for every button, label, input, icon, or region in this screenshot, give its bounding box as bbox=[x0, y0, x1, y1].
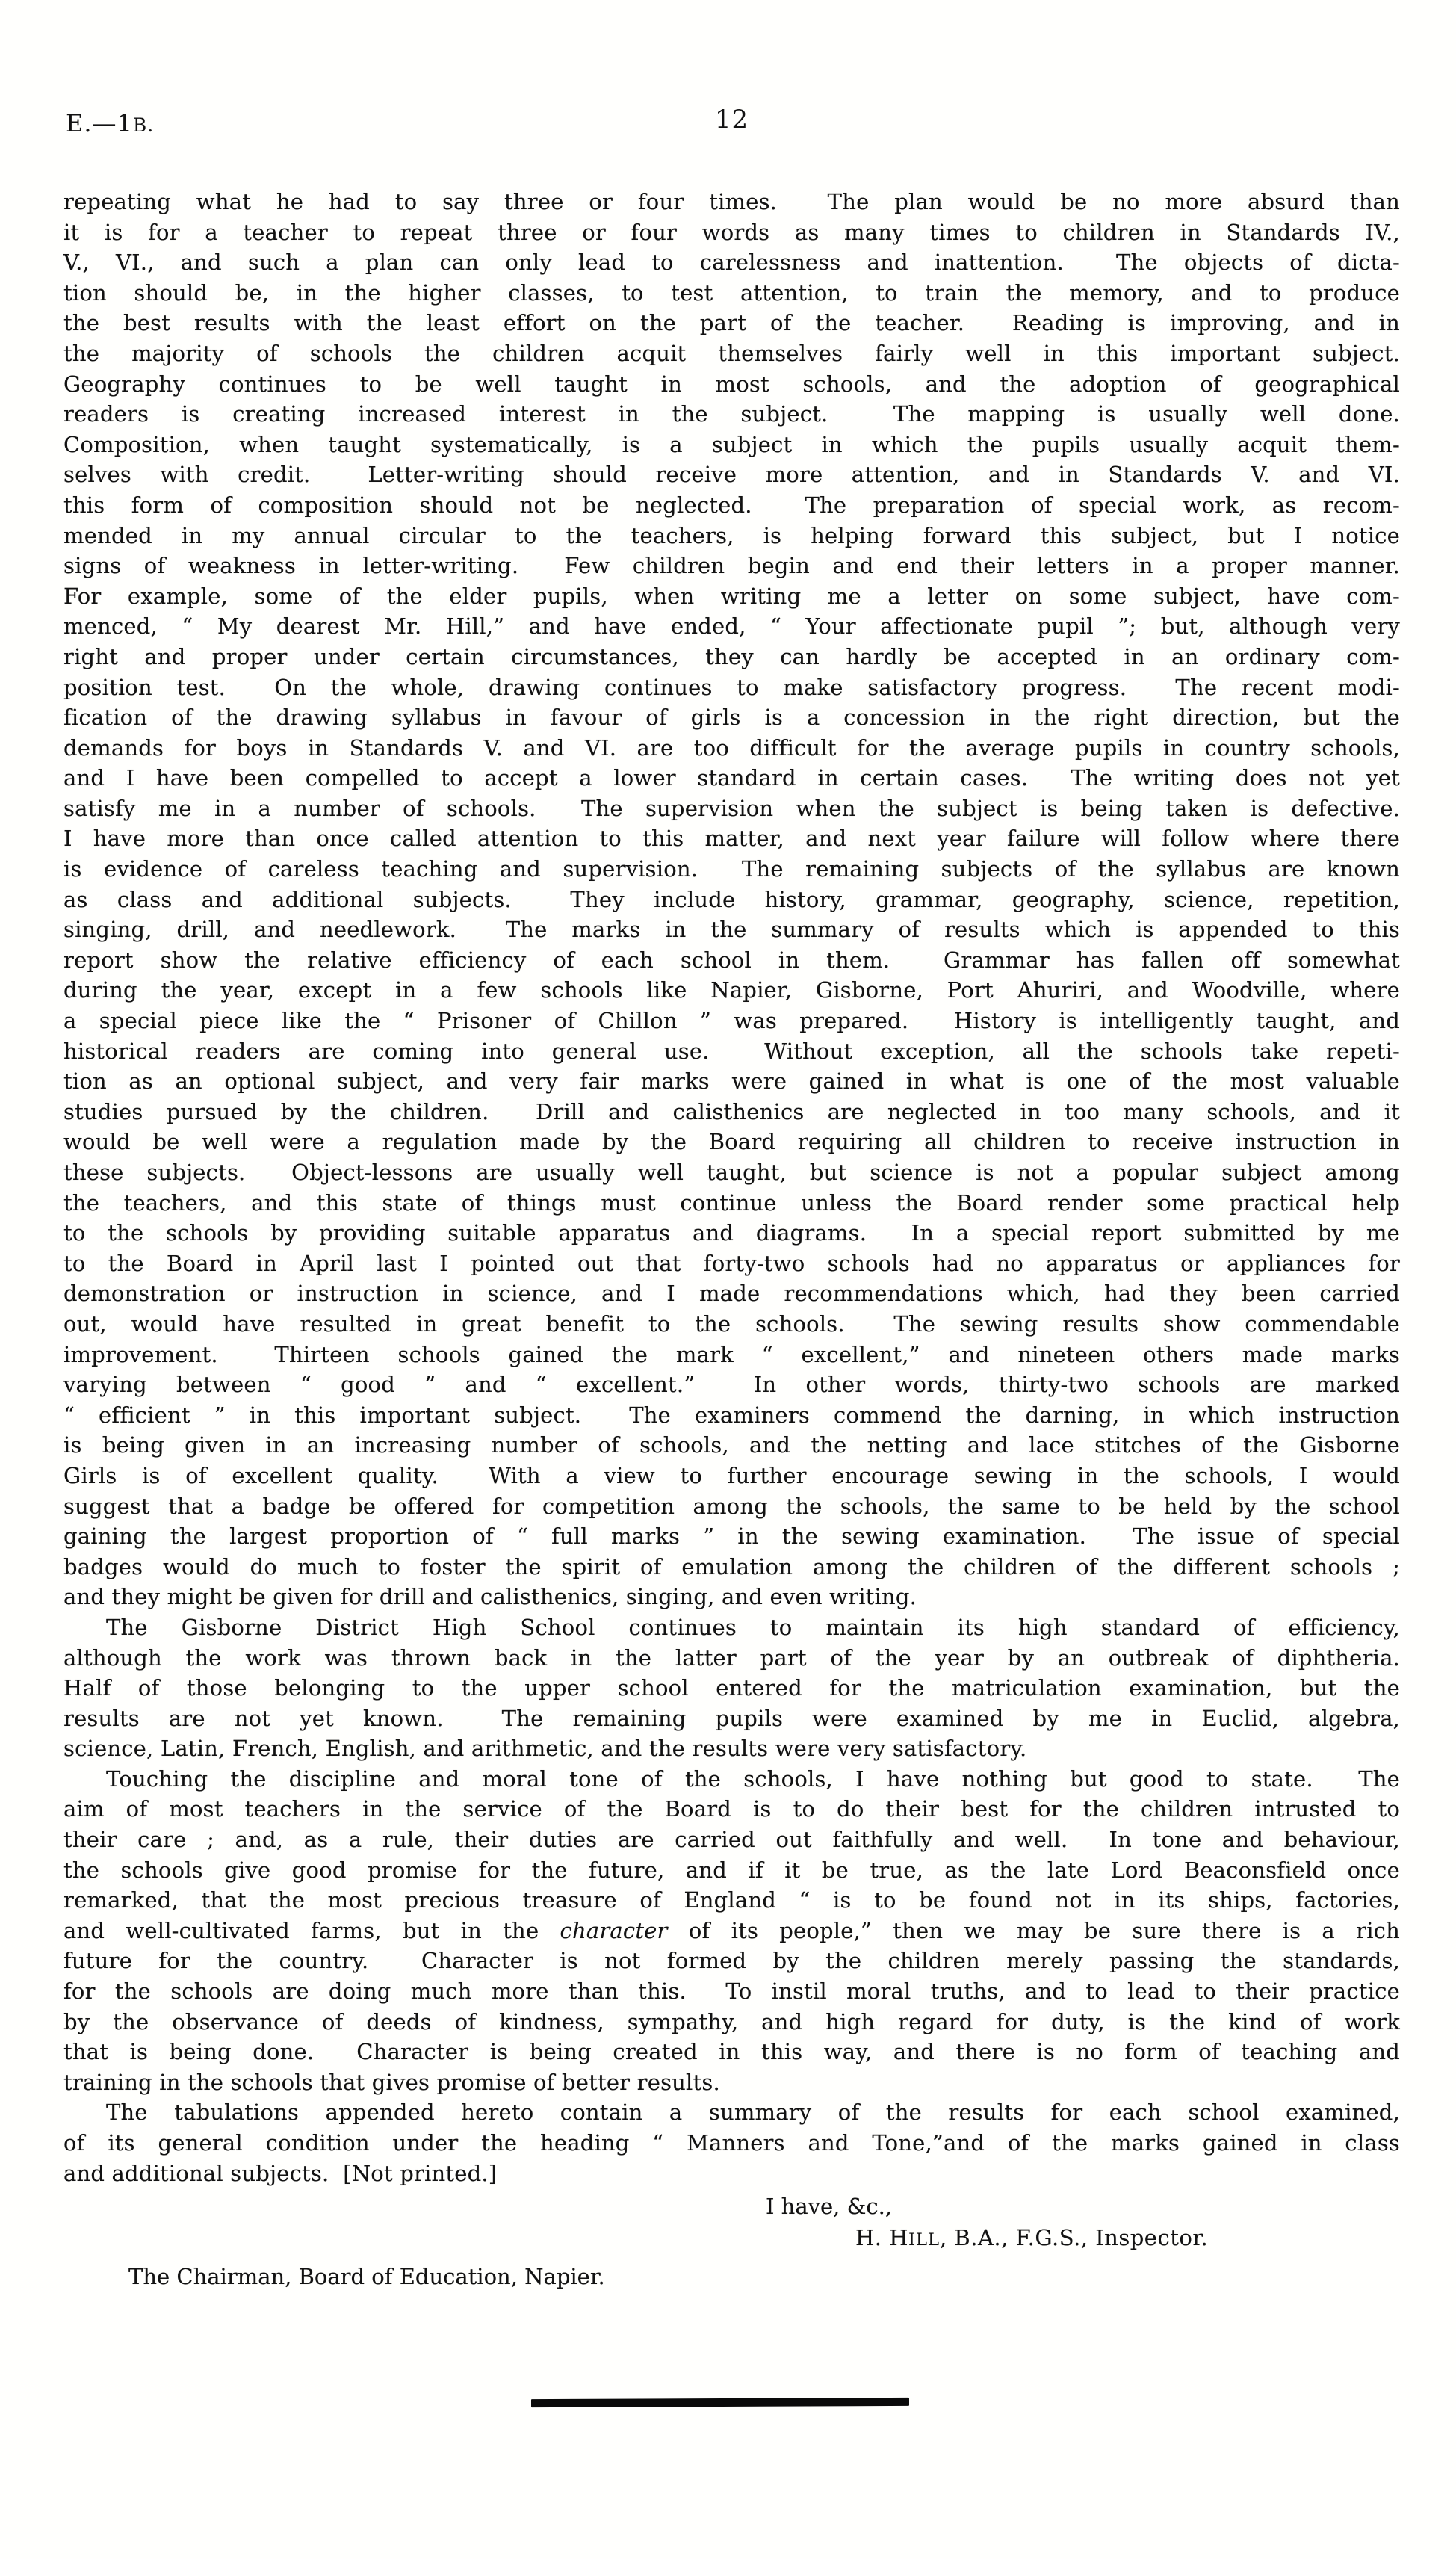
text-line: gaining the largest proportion of “ full marks ” in the sewing examination. The issue of special bbox=[63, 1523, 1400, 1550]
text-line: selves with credit. Letter-writing should receive more attention, and in Standards V. and VI. bbox=[63, 462, 1400, 488]
signature-name-smallcaps: ILL bbox=[908, 2230, 940, 2250]
text-line: tion as an optional subject, and very fair marks were gained in what is one of the most valuable bbox=[63, 1068, 1400, 1095]
text-line: their care ; and, as a rule, their duties are carried out faithfully and well. In tone and behaviour, bbox=[63, 1827, 1400, 1853]
text-line: remarked, that the most precious treasure of England “ is to be found not in its ships, factories, bbox=[63, 1887, 1400, 1913]
text-line: the schools give good promise for the future, and if it be true, as the late Lord Beaconsfield once bbox=[63, 1857, 1400, 1883]
text-line: and I have been compelled to accept a lower standard in certain cases. The writing does not yet bbox=[63, 765, 1400, 791]
text-line: results are not yet known. The remaining pupils were examined by me in Euclid, algebra, bbox=[63, 1705, 1400, 1731]
text-line: demands for boys in Standards V. and VI. are too difficult for the average pupils in country schools, bbox=[63, 734, 1400, 761]
text-line: tion should be, in the higher classes, to test attention, to train the memory, and to produce bbox=[63, 279, 1400, 306]
text-line: these subjects. Object-lessons are usually well taught, but science is not a popular subject among bbox=[63, 1160, 1400, 1185]
text-line: signs of weakness in letter-writing. Few children begin and end their letters in a proper manner. bbox=[63, 553, 1400, 579]
text-line: to the Board in April last I pointed out that forty-two schools had no apparatus or appliances for bbox=[63, 1250, 1400, 1276]
text-line: Composition, when taught systematically, is a subject in which the pupils usually acquit them- bbox=[63, 431, 1400, 457]
text-line: repeating what he had to say three or four times. The plan would be no more absurd than bbox=[63, 189, 1400, 214]
text-line: of its general condition under the heading “ Manners and Tone,”and of the marks gained in class bbox=[63, 2130, 1400, 2156]
text-line: by the observance of deeds of kindness, sympathy, and high regard for duty, is the kind of work bbox=[63, 2008, 1400, 2034]
text-line: out, would have resulted in great benefit to the schools. The sewing results show commendable bbox=[63, 1311, 1400, 1337]
text-line: I have more than once called attention to this matter, and next year failure will follow where there bbox=[63, 826, 1400, 852]
text-line: to the schools by providing suitable apparatus and diagrams. In a special report submitted by me bbox=[63, 1220, 1400, 1246]
signature-line bbox=[855, 2225, 1208, 2250]
text-line: training in the schools that gives promise of better results. bbox=[63, 2069, 720, 2095]
text-line: The Gisborne District High School continues to maintain its high standard of efficiency, bbox=[106, 1614, 1400, 1640]
text-line: this form of composition should not be neglected. The preparation of special work, as recom- bbox=[63, 492, 1400, 518]
report-code-prefix: E.—1 bbox=[66, 109, 133, 137]
text-line: is evidence of careless teaching and supervision. The remaining subjects of the syllabus are known bbox=[63, 856, 1400, 882]
text-line: Half of those belonging to the upper school entered for the matriculation examination, but the bbox=[63, 1675, 1400, 1701]
document-body bbox=[63, 187, 1400, 2188]
text-line: future for the country. Character is not formed by the children merely passing the standards, bbox=[63, 1948, 1400, 1974]
text-line: Girls is of excellent quality. With a view to further encourage sewing in the schools, I would bbox=[63, 1462, 1400, 1488]
text-line: V., VI., and such a plan can only lead to carelessness and inattention. The objects of dicta- bbox=[63, 250, 1400, 276]
text-line: for the schools are doing much more than this. To instil moral truths, and to lead to their practice bbox=[63, 1978, 1400, 2005]
text-line: the teachers, and this state of things must continue unless the Board render some practical help bbox=[63, 1189, 1400, 1216]
valediction: I have, &c., bbox=[766, 2194, 893, 2219]
text-line: historical readers are coming into general use. Without exception, all the schools take repeti- bbox=[63, 1038, 1400, 1064]
signature-titles: , B.A., F.G.S., Inspector. bbox=[940, 2225, 1209, 2250]
page-number: 12 bbox=[714, 105, 749, 134]
text-line: suggest that a badge be offered for competition among the schools, the same to be held by the school bbox=[63, 1493, 1400, 1519]
text-line: right and proper under certain circumstances, they can hardly be accepted in an ordinary com- bbox=[63, 643, 1400, 669]
report-code-suffix: B. bbox=[132, 114, 155, 136]
signature-name-prefix: H. H bbox=[855, 2225, 909, 2250]
text-line: mended in my annual circular to the teachers, is helping forward this subject, but I notice bbox=[63, 522, 1400, 548]
text-line: a special piece like the “ Prisoner of Chillon ” was prepared. History is intelligently taught, and bbox=[63, 1008, 1400, 1034]
text-line: that is being done. Character is being created in this way, and there is no form of teaching and bbox=[63, 2039, 1400, 2065]
text-line: during the year, except in a few schools like Napier, Gisborne, Port Ahuriri, and Woodville, where bbox=[63, 977, 1400, 1003]
text-line: it is for a teacher to repeat three or four words as many times to children in Standards IV., bbox=[63, 219, 1400, 245]
text-line: varying between “ good ” and “ excellent.” In other words, thirty-two schools are marked bbox=[63, 1372, 1400, 1398]
text-line: “ efficient ” in this important subject. The examiners commend the darning, in which instruction bbox=[63, 1402, 1400, 1428]
text-line: The tabulations appended hereto contain a summary of the results for each school examined, bbox=[106, 2100, 1400, 2126]
text-line: would be well were a regulation made by the Board requiring all children to receive instruction in bbox=[63, 1129, 1400, 1155]
text-line: studies pursued by the children. Drill and calisthenics are neglected in too many schools, and it bbox=[63, 1098, 1400, 1124]
text-line: and they might be given for drill and calisthenics, singing, and even writing. bbox=[63, 1584, 917, 1610]
text-line: satisfy me in a number of schools. The supervision when the subject is being taken is defective. bbox=[63, 795, 1400, 821]
text-line: improvement. Thirteen schools gained the mark “ excellent,” and nineteen others made marks bbox=[63, 1341, 1400, 1367]
text-line: badges would do much to foster the spirit of emulation among the children of the different schools ; bbox=[63, 1553, 1400, 1579]
footer-addressee: The Chairman, Board of Education, Napier. bbox=[128, 2264, 605, 2289]
text-line: singing, drill, and needlework. The marks in the summary of results which is appended to this bbox=[63, 917, 1400, 943]
text-line: Geography continues to be well taught in most schools, and the adoption of geographical bbox=[63, 371, 1400, 397]
text-line: and well-cultivated farms, but in the character of its people,” then we may be sure there is a rich bbox=[63, 1917, 1400, 1943]
text-line: readers is creating increased interest in the subject. The mapping is usually well done. bbox=[63, 401, 1400, 427]
text-line: the majority of schools the children acquit themselves fairly well in this important subject. bbox=[63, 340, 1400, 366]
text-line: position test. On the whole, drawing continues to make satisfactory progress. The recent modi- bbox=[63, 674, 1400, 700]
text-line: Touching the discipline and moral tone of the schools, I have nothing but good to state. The bbox=[106, 1766, 1400, 1792]
text-line: fication of the drawing syllabus in favour of girls is a concession in the right direction, but the bbox=[63, 705, 1400, 731]
divider-rule bbox=[531, 2398, 909, 2407]
text-line: is being given in an increasing number of schools, and the netting and lace stitches of the Gisborne bbox=[63, 1432, 1400, 1458]
text-line: science, Latin, French, English, and arithmetic, and the results were very satisfactory. bbox=[63, 1736, 1027, 1762]
text-line: the best results with the least effort on the part of the teacher. Reading is improving, and in bbox=[63, 310, 1400, 336]
text-line: report show the relative efficiency of each school in them. Grammar has fallen off somewhat bbox=[63, 947, 1400, 973]
text-line: aim of most teachers in the service of the Board is to do their best for the children intrusted to bbox=[63, 1796, 1400, 1822]
text-line: demonstration or instruction in science, and I made recommendations which, had they been carried bbox=[63, 1281, 1400, 1307]
text-line: menced, “ My dearest Mr. Hill,” and have ended, “ Your affectionate pupil ”; but, although very bbox=[63, 613, 1400, 640]
text-line: although the work was thrown back in the latter part of the year by an outbreak of diphtheria. bbox=[63, 1644, 1400, 1671]
text-line: as class and additional subjects. They include history, grammar, geography, science, repetition, bbox=[63, 886, 1400, 912]
text-line: For example, some of the elder pupils, when writing me a letter on some subject, have com- bbox=[63, 583, 1400, 609]
text-line: and additional subjects. [Not printed.] bbox=[63, 2160, 498, 2186]
